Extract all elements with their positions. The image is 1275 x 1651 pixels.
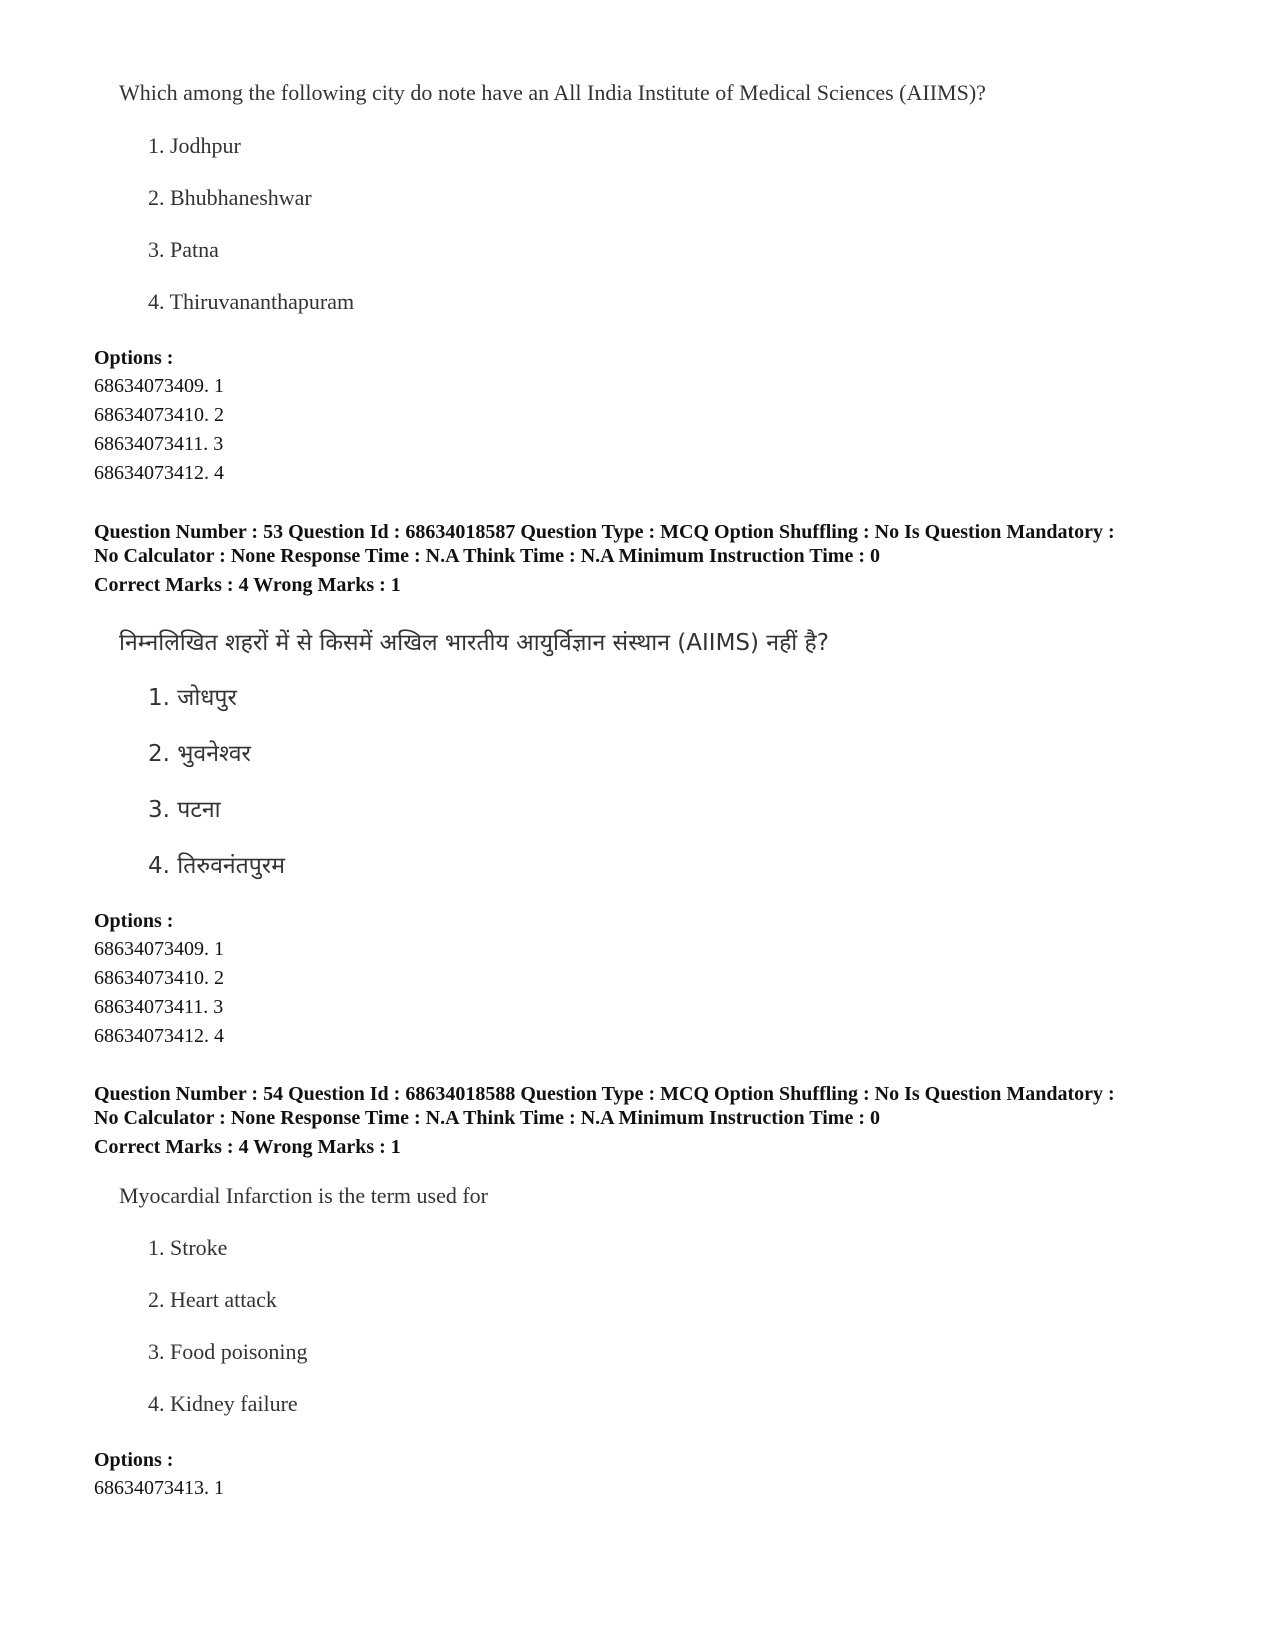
choice-1: 1. जोधपुर <box>148 685 237 711</box>
marks-line: Correct Marks : 4 Wrong Marks : 1 <box>94 1136 401 1158</box>
options-label: Options : <box>94 910 174 932</box>
option-id-row: 68634073413. 1 <box>94 1477 224 1499</box>
marks-line: Correct Marks : 4 Wrong Marks : 1 <box>94 574 401 596</box>
option-id-row: 68634073412. 4 <box>94 1025 224 1047</box>
choice-3: 3. पटना <box>148 797 221 823</box>
choice-1: 1. Stroke <box>148 1235 228 1260</box>
option-id-row: 68634073410. 2 <box>94 404 224 426</box>
options-label: Options : <box>94 347 174 369</box>
choice-1: 1. Jodhpur <box>148 133 241 158</box>
choice-2: 2. Heart attack <box>148 1287 277 1312</box>
options-section <box>94 907 224 1051</box>
question-text: निम्नलिखित शहरों में से किसमें अखिल भारतीय आयुर्विज्ञान संस्थान (AIIMS) नहीं है? <box>119 630 829 656</box>
question-meta-line-2: No Calculator : None Response Time : N.A Think Time : N.A Minimum Instruction Time : 0 <box>94 545 880 567</box>
question-meta-line-1: Question Number : 54 Question Id : 68634018588 Question Type : MCQ Option Shuffling : No Is Question Mandatory : <box>94 1083 1115 1105</box>
choice-3: 3. Patna <box>148 237 219 262</box>
choice-4: 4. Thiruvananthapuram <box>148 289 355 314</box>
options-section <box>94 1446 224 1503</box>
option-id-row: 68634073411. 3 <box>94 996 224 1018</box>
choice-4: 4. तिरुवनंतपुरम <box>148 853 285 879</box>
option-id-row: 68634073410. 2 <box>94 967 224 989</box>
question-text: Which among the following city do note have an All India Institute of Medical Sciences (AIIMS)? <box>119 80 986 105</box>
option-id-row: 68634073409. 1 <box>94 375 224 397</box>
question-text: Myocardial Infarction is the term used for <box>119 1183 488 1208</box>
option-id-row: 68634073409. 1 <box>94 938 224 960</box>
choice-3: 3. Food poisoning <box>148 1339 308 1364</box>
question-meta <box>94 1082 1254 1161</box>
option-id-row: 68634073411. 3 <box>94 433 224 455</box>
question-meta-line-1: Question Number : 53 Question Id : 68634018587 Question Type : MCQ Option Shuffling : No Is Question Mandatory : <box>94 521 1115 543</box>
choice-2: 2. भुवनेश्वर <box>148 741 251 767</box>
option-id-row: 68634073412. 4 <box>94 462 224 484</box>
options-label: Options : <box>94 1449 174 1471</box>
options-section <box>94 344 224 488</box>
question-meta <box>94 520 1254 599</box>
question-meta-line-2: No Calculator : None Response Time : N.A Think Time : N.A Minimum Instruction Time : 0 <box>94 1107 880 1129</box>
choice-4: 4. Kidney failure <box>148 1391 298 1416</box>
choice-2: 2. Bhubhaneshwar <box>148 185 312 210</box>
